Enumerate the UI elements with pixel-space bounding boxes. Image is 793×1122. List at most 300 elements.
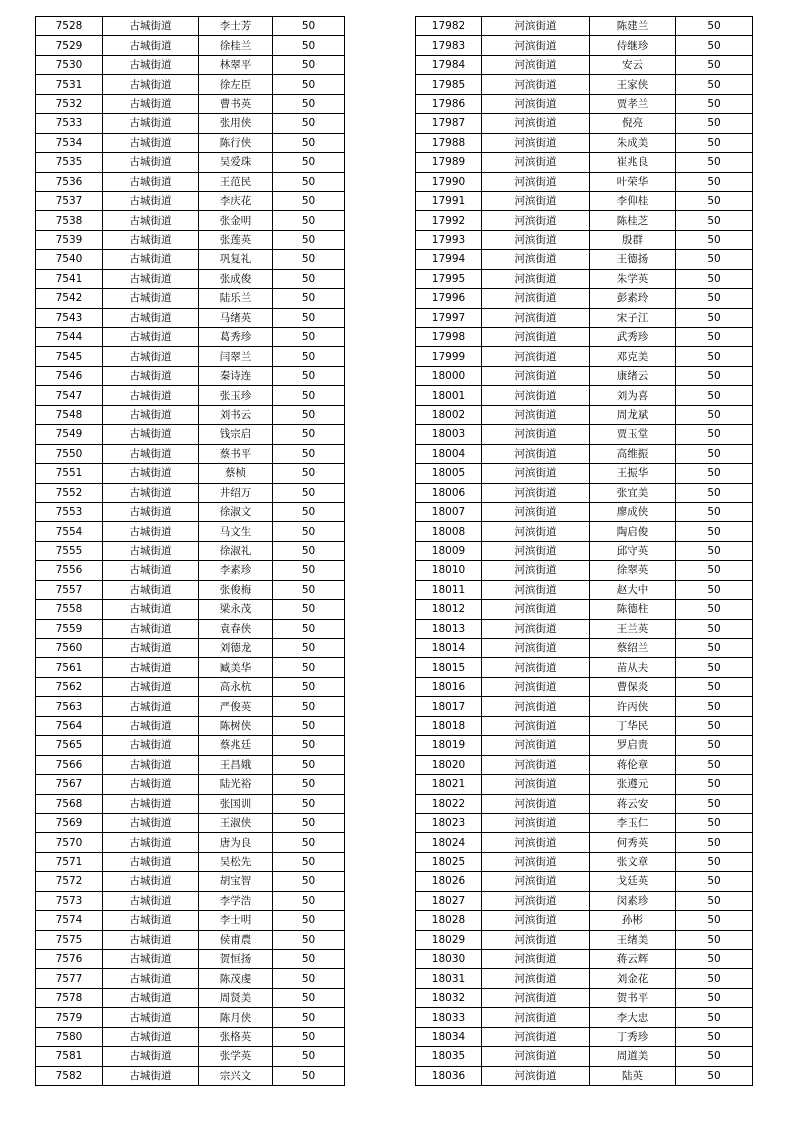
table-row — [36, 872, 345, 891]
amount-cell: 50 — [273, 969, 345, 988]
name-cell: 贾玉堂 — [590, 425, 676, 444]
id-cell: 17992 — [416, 211, 482, 230]
district-cell: 古城街道 — [103, 250, 199, 269]
name-cell: 李大忠 — [590, 1008, 676, 1027]
name-cell: 陈树侠 — [199, 716, 273, 735]
id-cell: 7543 — [36, 308, 103, 327]
id-cell: 7575 — [36, 930, 103, 949]
district-cell: 河滨街道 — [482, 911, 590, 930]
amount-cell: 50 — [273, 444, 345, 463]
amount-cell: 50 — [676, 405, 753, 424]
district-cell: 古城街道 — [103, 716, 199, 735]
amount-cell: 50 — [273, 736, 345, 755]
table-row — [416, 1066, 753, 1085]
district-cell: 古城街道 — [103, 133, 199, 152]
amount-cell: 50 — [676, 191, 753, 210]
amount-cell: 50 — [676, 677, 753, 696]
table-row — [416, 677, 753, 696]
district-cell: 古城街道 — [103, 658, 199, 677]
district-cell: 河滨街道 — [482, 755, 590, 774]
id-cell: 18006 — [416, 483, 482, 502]
amount-cell: 50 — [676, 425, 753, 444]
district-cell: 古城街道 — [103, 75, 199, 94]
id-cell: 17990 — [416, 172, 482, 191]
district-cell: 古城街道 — [103, 988, 199, 1007]
id-cell: 7539 — [36, 230, 103, 249]
amount-cell: 50 — [273, 833, 345, 852]
amount-cell: 50 — [676, 619, 753, 638]
left-table — [35, 16, 345, 1086]
district-cell: 古城街道 — [103, 444, 199, 463]
table-row — [36, 211, 345, 230]
table-row — [36, 1066, 345, 1085]
district-cell: 古城街道 — [103, 891, 199, 910]
amount-cell: 50 — [676, 522, 753, 541]
amount-cell: 50 — [273, 289, 345, 308]
table-row — [416, 191, 753, 210]
district-cell: 古城街道 — [103, 230, 199, 249]
id-cell: 7548 — [36, 405, 103, 424]
name-cell: 朱成美 — [590, 133, 676, 152]
id-cell: 18028 — [416, 911, 482, 930]
amount-cell: 50 — [273, 755, 345, 774]
table-row — [416, 211, 753, 230]
table-row — [416, 580, 753, 599]
table-row — [416, 172, 753, 191]
name-cell: 胡宝智 — [199, 872, 273, 891]
id-cell: 18026 — [416, 872, 482, 891]
id-cell: 18021 — [416, 775, 482, 794]
table-row — [36, 813, 345, 832]
id-cell: 7561 — [36, 658, 103, 677]
id-cell: 18014 — [416, 639, 482, 658]
amount-cell: 50 — [676, 153, 753, 172]
district-cell: 古城街道 — [103, 114, 199, 133]
table-row — [416, 153, 753, 172]
amount-cell: 50 — [676, 950, 753, 969]
table-row — [36, 347, 345, 366]
amount-cell: 50 — [273, 950, 345, 969]
name-cell: 徐桂兰 — [199, 36, 273, 55]
id-cell: 18023 — [416, 813, 482, 832]
name-cell: 孙彬 — [590, 911, 676, 930]
district-cell: 古城街道 — [103, 386, 199, 405]
amount-cell: 50 — [273, 658, 345, 677]
district-cell: 古城街道 — [103, 153, 199, 172]
amount-cell: 50 — [273, 911, 345, 930]
table-row — [416, 658, 753, 677]
district-cell: 河滨街道 — [482, 872, 590, 891]
amount-cell: 50 — [676, 988, 753, 1007]
table-row — [36, 755, 345, 774]
district-cell: 河滨街道 — [482, 483, 590, 502]
name-cell: 张俊梅 — [199, 580, 273, 599]
district-cell: 古城街道 — [103, 930, 199, 949]
amount-cell: 50 — [273, 75, 345, 94]
district-cell: 古城街道 — [103, 619, 199, 638]
district-cell: 河滨街道 — [482, 386, 590, 405]
id-cell: 18033 — [416, 1008, 482, 1027]
id-cell: 7555 — [36, 541, 103, 560]
amount-cell: 50 — [273, 114, 345, 133]
district-cell: 古城街道 — [103, 36, 199, 55]
table-row — [416, 36, 753, 55]
table-row — [36, 697, 345, 716]
table-row — [36, 269, 345, 288]
name-cell: 邓克美 — [590, 347, 676, 366]
district-cell: 古城街道 — [103, 269, 199, 288]
district-cell: 河滨街道 — [482, 17, 590, 36]
id-cell: 17985 — [416, 75, 482, 94]
table-row — [36, 94, 345, 113]
name-cell: 葛秀珍 — [199, 328, 273, 347]
id-cell: 7563 — [36, 697, 103, 716]
id-cell: 7573 — [36, 891, 103, 910]
id-cell: 7581 — [36, 1047, 103, 1066]
name-cell: 陈建兰 — [590, 17, 676, 36]
district-cell: 古城街道 — [103, 600, 199, 619]
id-cell: 18032 — [416, 988, 482, 1007]
district-cell: 河滨街道 — [482, 269, 590, 288]
table-row — [416, 755, 753, 774]
name-cell: 廖成侠 — [590, 502, 676, 521]
district-cell: 河滨街道 — [482, 697, 590, 716]
district-cell: 古城街道 — [103, 425, 199, 444]
district-cell: 河滨街道 — [482, 211, 590, 230]
id-cell: 7540 — [36, 250, 103, 269]
name-cell: 刘金花 — [590, 969, 676, 988]
id-cell: 7567 — [36, 775, 103, 794]
name-cell: 邱守英 — [590, 541, 676, 560]
district-cell: 河滨街道 — [482, 600, 590, 619]
name-cell: 宗兴文 — [199, 1066, 273, 1085]
district-cell: 河滨街道 — [482, 444, 590, 463]
table-row — [36, 328, 345, 347]
id-cell: 7556 — [36, 561, 103, 580]
name-cell: 徐翠英 — [590, 561, 676, 580]
district-cell: 古城街道 — [103, 580, 199, 599]
name-cell: 陈桂芝 — [590, 211, 676, 230]
id-cell: 7535 — [36, 153, 103, 172]
table-row — [36, 55, 345, 74]
id-cell: 7577 — [36, 969, 103, 988]
amount-cell: 50 — [273, 347, 345, 366]
district-cell: 古城街道 — [103, 483, 199, 502]
name-cell: 周贤美 — [199, 988, 273, 1007]
district-cell: 河滨街道 — [482, 75, 590, 94]
district-cell: 河滨街道 — [482, 541, 590, 560]
id-cell: 7542 — [36, 289, 103, 308]
name-cell: 李士芳 — [199, 17, 273, 36]
table-row — [416, 600, 753, 619]
amount-cell: 50 — [676, 230, 753, 249]
amount-cell: 50 — [676, 813, 753, 832]
id-cell: 18009 — [416, 541, 482, 560]
district-cell: 古城街道 — [103, 502, 199, 521]
name-cell: 贾孝兰 — [590, 94, 676, 113]
id-cell: 18027 — [416, 891, 482, 910]
district-cell: 河滨街道 — [482, 502, 590, 521]
name-cell: 蔡绍兰 — [590, 639, 676, 658]
name-cell: 蒋伦章 — [590, 755, 676, 774]
table-row — [416, 813, 753, 832]
name-cell: 陈德柱 — [590, 600, 676, 619]
table-row — [416, 17, 753, 36]
district-cell: 古城街道 — [103, 697, 199, 716]
id-cell: 7579 — [36, 1008, 103, 1027]
amount-cell: 50 — [676, 755, 753, 774]
name-cell: 刘为喜 — [590, 386, 676, 405]
amount-cell: 50 — [676, 697, 753, 716]
amount-cell: 50 — [273, 1066, 345, 1085]
amount-cell: 50 — [676, 55, 753, 74]
id-cell: 17983 — [416, 36, 482, 55]
amount-cell: 50 — [273, 580, 345, 599]
id-cell: 7554 — [36, 522, 103, 541]
id-cell: 7582 — [36, 1066, 103, 1085]
amount-cell: 50 — [676, 502, 753, 521]
name-cell: 蔡桢 — [199, 464, 273, 483]
name-cell: 宋子江 — [590, 308, 676, 327]
district-cell: 古城街道 — [103, 405, 199, 424]
table-row — [36, 911, 345, 930]
amount-cell: 50 — [676, 541, 753, 560]
table-row — [36, 1047, 345, 1066]
amount-cell: 50 — [273, 483, 345, 502]
table-row — [416, 911, 753, 930]
table-row — [416, 988, 753, 1007]
table-row — [416, 716, 753, 735]
name-cell: 崔兆良 — [590, 153, 676, 172]
district-cell: 古城街道 — [103, 211, 199, 230]
amount-cell: 50 — [676, 794, 753, 813]
name-cell: 张莲英 — [199, 230, 273, 249]
district-cell: 古城街道 — [103, 969, 199, 988]
amount-cell: 50 — [676, 444, 753, 463]
amount-cell: 50 — [273, 891, 345, 910]
amount-cell: 50 — [676, 852, 753, 871]
name-cell: 陈月侠 — [199, 1008, 273, 1027]
id-cell: 18025 — [416, 852, 482, 871]
amount-cell: 50 — [676, 17, 753, 36]
table-row — [416, 969, 753, 988]
id-cell: 18000 — [416, 366, 482, 385]
id-cell: 17999 — [416, 347, 482, 366]
table-row — [36, 561, 345, 580]
table-row — [36, 1008, 345, 1027]
table-row — [36, 541, 345, 560]
id-cell: 17995 — [416, 269, 482, 288]
table-row — [416, 561, 753, 580]
id-cell: 18034 — [416, 1027, 482, 1046]
name-cell: 张金明 — [199, 211, 273, 230]
table-row — [36, 600, 345, 619]
table-row — [36, 36, 345, 55]
district-cell: 古城街道 — [103, 308, 199, 327]
amount-cell: 50 — [676, 36, 753, 55]
amount-cell: 50 — [676, 561, 753, 580]
id-cell: 7552 — [36, 483, 103, 502]
amount-cell: 50 — [273, 269, 345, 288]
table-row — [416, 230, 753, 249]
district-cell: 河滨街道 — [482, 133, 590, 152]
amount-cell: 50 — [273, 191, 345, 210]
amount-cell: 50 — [676, 911, 753, 930]
district-cell: 河滨街道 — [482, 658, 590, 677]
district-cell: 古城街道 — [103, 950, 199, 969]
name-cell: 殷群 — [590, 230, 676, 249]
name-cell: 陶启俊 — [590, 522, 676, 541]
table-row — [36, 405, 345, 424]
name-cell: 蔡兆廷 — [199, 736, 273, 755]
id-cell: 7569 — [36, 813, 103, 832]
id-cell: 7550 — [36, 444, 103, 463]
table-row — [36, 289, 345, 308]
amount-cell: 50 — [273, 852, 345, 871]
name-cell: 李士明 — [199, 911, 273, 930]
amount-cell: 50 — [273, 386, 345, 405]
table-row — [416, 930, 753, 949]
district-cell: 古城街道 — [103, 872, 199, 891]
amount-cell: 50 — [273, 55, 345, 74]
table-row — [416, 75, 753, 94]
id-cell: 18030 — [416, 950, 482, 969]
table-row — [36, 17, 345, 36]
table-row — [36, 775, 345, 794]
id-cell: 7536 — [36, 172, 103, 191]
amount-cell: 50 — [676, 211, 753, 230]
name-cell: 徐淑文 — [199, 502, 273, 521]
id-cell: 7559 — [36, 619, 103, 638]
id-cell: 17993 — [416, 230, 482, 249]
district-cell: 古城街道 — [103, 347, 199, 366]
name-cell: 井绍万 — [199, 483, 273, 502]
name-cell: 罗启贵 — [590, 736, 676, 755]
name-cell: 蒋云安 — [590, 794, 676, 813]
id-cell: 17988 — [416, 133, 482, 152]
district-cell: 河滨街道 — [482, 289, 590, 308]
amount-cell: 50 — [273, 697, 345, 716]
name-cell: 严俊英 — [199, 697, 273, 716]
table-row — [36, 736, 345, 755]
table-row — [416, 250, 753, 269]
amount-cell: 50 — [676, 872, 753, 891]
amount-cell: 50 — [273, 813, 345, 832]
id-cell: 17986 — [416, 94, 482, 113]
name-cell: 康绪云 — [590, 366, 676, 385]
district-cell: 河滨街道 — [482, 191, 590, 210]
amount-cell: 50 — [676, 386, 753, 405]
name-cell: 贺书平 — [590, 988, 676, 1007]
name-cell: 赵大中 — [590, 580, 676, 599]
id-cell: 18013 — [416, 619, 482, 638]
right-table-body — [416, 17, 753, 1086]
name-cell: 丁华民 — [590, 716, 676, 735]
table-row — [36, 969, 345, 988]
amount-cell: 50 — [676, 250, 753, 269]
name-cell: 王振华 — [590, 464, 676, 483]
name-cell: 李学浩 — [199, 891, 273, 910]
table-row — [36, 1027, 345, 1046]
id-cell: 18029 — [416, 930, 482, 949]
name-cell: 李庆花 — [199, 191, 273, 210]
id-cell: 18024 — [416, 833, 482, 852]
id-cell: 7574 — [36, 911, 103, 930]
table-row — [36, 425, 345, 444]
table-row — [416, 950, 753, 969]
district-cell: 河滨街道 — [482, 619, 590, 638]
amount-cell: 50 — [676, 114, 753, 133]
table-row — [416, 114, 753, 133]
name-cell: 张文章 — [590, 852, 676, 871]
table-row — [416, 775, 753, 794]
table-row — [36, 133, 345, 152]
district-cell: 古城街道 — [103, 1047, 199, 1066]
table-row — [416, 425, 753, 444]
amount-cell: 50 — [273, 366, 345, 385]
district-cell: 河滨街道 — [482, 94, 590, 113]
name-cell: 马文生 — [199, 522, 273, 541]
name-cell: 许丙侠 — [590, 697, 676, 716]
id-cell: 7565 — [36, 736, 103, 755]
id-cell: 7553 — [36, 502, 103, 521]
amount-cell: 50 — [273, 94, 345, 113]
district-cell: 河滨街道 — [482, 1066, 590, 1085]
name-cell: 侍继珍 — [590, 36, 676, 55]
amount-cell: 50 — [273, 639, 345, 658]
district-cell: 古城街道 — [103, 755, 199, 774]
right-table — [415, 16, 753, 1086]
id-cell: 7578 — [36, 988, 103, 1007]
amount-cell: 50 — [676, 1047, 753, 1066]
id-cell: 18011 — [416, 580, 482, 599]
district-cell: 河滨街道 — [482, 1027, 590, 1046]
amount-cell: 50 — [273, 775, 345, 794]
district-cell: 河滨街道 — [482, 308, 590, 327]
table-row — [416, 502, 753, 521]
district-cell: 河滨街道 — [482, 55, 590, 74]
district-cell: 河滨街道 — [482, 950, 590, 969]
amount-cell: 50 — [273, 250, 345, 269]
amount-cell: 50 — [676, 639, 753, 658]
table-row — [416, 483, 753, 502]
amount-cell: 50 — [676, 930, 753, 949]
district-cell: 古城街道 — [103, 833, 199, 852]
name-cell: 张格英 — [199, 1027, 273, 1046]
id-cell: 18007 — [416, 502, 482, 521]
name-cell: 陈行侠 — [199, 133, 273, 152]
district-cell: 古城街道 — [103, 541, 199, 560]
district-cell: 河滨街道 — [482, 230, 590, 249]
name-cell: 周道美 — [590, 1047, 676, 1066]
amount-cell: 50 — [676, 736, 753, 755]
id-cell: 7533 — [36, 114, 103, 133]
amount-cell: 50 — [676, 328, 753, 347]
id-cell: 18008 — [416, 522, 482, 541]
amount-cell: 50 — [676, 580, 753, 599]
id-cell: 7566 — [36, 755, 103, 774]
amount-cell: 50 — [273, 619, 345, 638]
table-row — [416, 639, 753, 658]
id-cell: 18001 — [416, 386, 482, 405]
id-cell: 7576 — [36, 950, 103, 969]
table-row — [36, 794, 345, 813]
district-cell: 古城街道 — [103, 366, 199, 385]
district-cell: 古城街道 — [103, 55, 199, 74]
table-row — [416, 366, 753, 385]
name-cell: 梁永茂 — [199, 600, 273, 619]
district-cell: 河滨街道 — [482, 775, 590, 794]
